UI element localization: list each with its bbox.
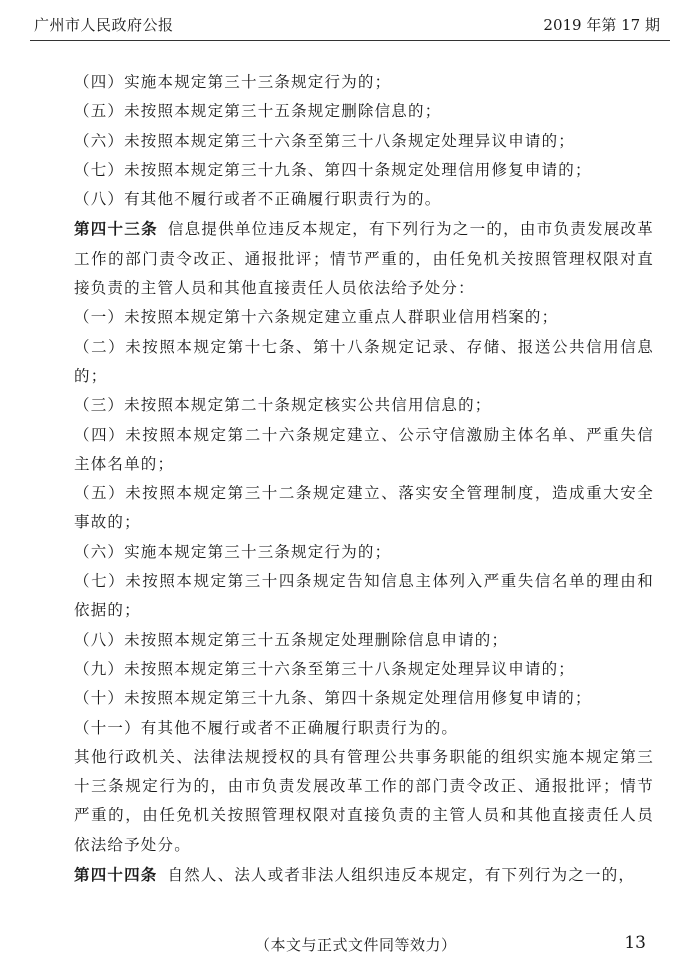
list-item: （十一）有其他不履行或者不正确履行职责行为的。 bbox=[74, 718, 459, 737]
list-item: （九）未按照本规定第三十六条至第三十八条规定处理异议申请的； bbox=[74, 659, 576, 678]
list-item: （七）未按照本规定第三十四条规定告知信息主体列入严重失信名单的理由和依据的； bbox=[74, 572, 654, 620]
list-item: （五）未按照本规定第三十二条规定建立、落实安全管理制度，造成重大安全事故的； bbox=[74, 484, 654, 532]
article-number: 第四十四条 bbox=[74, 865, 158, 885]
article-paragraph bbox=[74, 860, 654, 890]
page-number: 13 bbox=[624, 933, 646, 953]
article-text: 自然人、法人或者非法人组织违反本规定，有下列行为之一的， bbox=[167, 866, 636, 885]
body-paragraph: 其他行政机关、法律法规授权的具有管理公共事务职能的组织实施本规定第三十三条规定行为的，由市负责发展改革工作的部门责令改正、通报批评；情节严重的，由任免机关按照管理权限对直接负责的主管人员和其他直接责任人员依法给予处分。 bbox=[74, 747, 654, 854]
header-divider bbox=[30, 40, 670, 41]
list-item: （五）未按照本规定第三十五条规定删除信息的； bbox=[74, 102, 442, 121]
list-item: （七）未按照本规定第三十九条、第四十条规定处理信用修复申请的； bbox=[74, 160, 592, 179]
article-paragraph bbox=[74, 214, 654, 303]
page-header bbox=[0, 0, 700, 44]
list-item: （六）实施本规定第三十三条规定行为的； bbox=[74, 542, 392, 561]
list-item: （四）未按照本规定第二十六条规定建立、公示守信激励主体名单、严重失信主体名单的； bbox=[74, 425, 654, 473]
article-number: 第四十三条 bbox=[74, 219, 158, 239]
list-item: （四）实施本规定第三十三条规定行为的； bbox=[74, 73, 392, 91]
footer-note: （本文与正式文件同等效力） bbox=[255, 936, 457, 954]
publication-title: 广州市人民政府公报 bbox=[34, 16, 174, 34]
list-item: （三）未按照本规定第二十条规定核实公共信用信息的； bbox=[74, 396, 492, 415]
document-body bbox=[74, 68, 654, 890]
list-item: （十）未按照本规定第三十九条、第四十条规定处理信用修复申请的； bbox=[74, 689, 592, 708]
list-item: （八）有其他不履行或者不正确履行职责行为的。 bbox=[74, 190, 442, 209]
list-item: （六）未按照本规定第三十六条至第三十八条规定处理异议申请的； bbox=[74, 131, 576, 150]
list-item: （一）未按照本规定第十六条规定建立重点人群职业信用档案的； bbox=[74, 308, 559, 327]
issue-number: 2019 年第 17 期 bbox=[543, 16, 660, 34]
list-item: （二）未按照本规定第十七条、第十八条规定记录、存储、报送公共信用信息的； bbox=[74, 337, 654, 385]
article-text: 信息提供单位违反本规定，有下列行为之一的，由市负责发展改革工作的部门责令改正、通报批评；情节严重的，由任免机关按照管理权限对直接负责的主管人员和其他直接责任人员依法给予处分： bbox=[74, 220, 654, 298]
list-item: （八）未按照本规定第三十五条规定处理删除信息申请的； bbox=[74, 630, 509, 649]
